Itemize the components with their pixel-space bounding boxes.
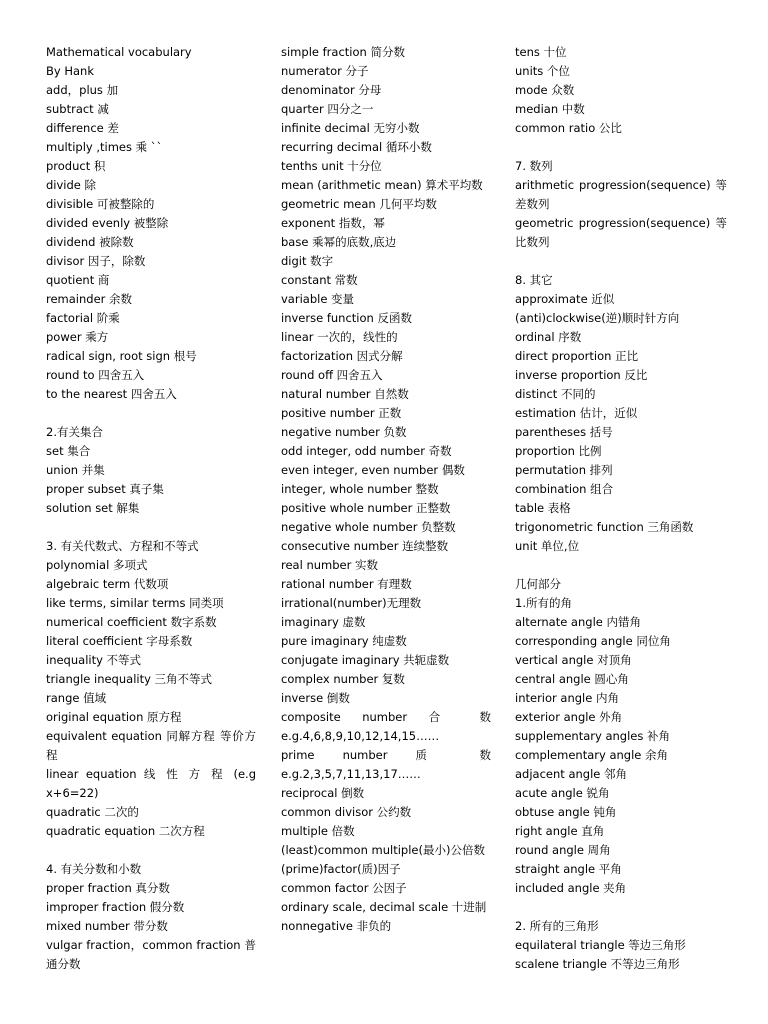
vocabulary-entry: arithmetic progression(sequence) 等差数列 <box>515 178 727 211</box>
vocabulary-entry: original equation 原方程 <box>46 710 182 724</box>
vocabulary-entry: ordinal 序数 <box>515 330 582 344</box>
vocabulary-entry: 2. 所有的三角形 <box>515 919 599 933</box>
vocabulary-entry: factorization 因式分解 <box>281 349 403 363</box>
vocabulary-entry: natural number 自然数 <box>281 387 409 401</box>
blank-line <box>46 404 256 423</box>
vocabulary-entry: combination 组合 <box>515 482 614 496</box>
vocabulary-entry: 几何部分 <box>515 577 561 591</box>
vocabulary-entry: By Hank <box>46 64 94 78</box>
vocabulary-entry: consecutive number 连续整数 <box>281 539 449 553</box>
vocabulary-entry: adjacent angle 邻角 <box>515 767 628 781</box>
vocabulary-entry: mixed number 带分数 <box>46 919 168 933</box>
vocabulary-entry: recurring decimal 循环小数 <box>281 140 432 154</box>
vocabulary-entry: estimation 估计，近似 <box>515 406 638 420</box>
vocabulary-entry: acute angle 锐角 <box>515 786 610 800</box>
vocabulary-entry: real number 实数 <box>281 558 378 572</box>
vocabulary-entry: integer, whole number 整数 <box>281 482 439 496</box>
vocabulary-entry: quarter 四分之一 <box>281 102 374 116</box>
vocabulary-entry: (anti)clockwise(逆)顺时针方向 <box>515 311 680 325</box>
vocabulary-entry: round off 四舍五入 <box>281 368 383 382</box>
vocabulary-entry: quotient 商 <box>46 273 110 287</box>
vocabulary-entry: multiply ,times 乘 `` <box>46 140 163 154</box>
vocabulary-entry: mode 众数 <box>515 83 575 97</box>
vocabulary-entry: numerical coefficient 数字系数 <box>46 615 217 629</box>
vocabulary-entry: base 乘幂的底数,底边 <box>281 235 397 249</box>
vocabulary-entry: 7. 数列 <box>515 159 553 173</box>
vocabulary-entry: (prime)factor(质)因子 <box>281 862 401 876</box>
vocabulary-entry: supplementary angles 补角 <box>515 729 671 743</box>
vocabulary-entry: pure imaginary 纯虚数 <box>281 634 407 648</box>
vocabulary-entry: rational number 有理数 <box>281 577 412 591</box>
vocabulary-entry: inverse proportion 反比 <box>515 368 648 382</box>
vocabulary-entry: vulgar fraction，common fraction 普通分数 <box>46 938 256 971</box>
vocabulary-entry: proper fraction 真分数 <box>46 881 170 895</box>
vocabulary-entry: round angle 周角 <box>515 843 611 857</box>
vocabulary-entry: exponent 指数，幂 <box>281 216 385 230</box>
vocabulary-entry: union 并集 <box>46 463 105 477</box>
vocabulary-entry: scalene triangle 不等边三角形 <box>515 957 680 971</box>
vocabulary-entry: divided evenly 被整除 <box>46 216 169 230</box>
vocabulary-entry: tenths unit 十分位 <box>281 159 382 173</box>
vocabulary-entry: right angle 直角 <box>515 824 605 838</box>
vocabulary-entry: geometric progression(sequence) 等比数列 <box>515 216 727 249</box>
vocabulary-entry: Mathematical vocabulary <box>46 45 192 59</box>
vocabulary-entry: median 中数 <box>515 102 585 116</box>
vocabulary-entry: (least)common multiple(最小)公倍数 <box>281 843 485 857</box>
vocabulary-entry: constant 常数 <box>281 273 358 287</box>
vocabulary-entry: divisible 可被整除的 <box>46 197 155 211</box>
vocabulary-entry: triangle inequality 三角不等式 <box>46 672 213 686</box>
vocabulary-entry: ordinary scale, decimal scale 十进制 <box>281 900 487 914</box>
vocabulary-entry: permutation 排列 <box>515 463 613 477</box>
vocabulary-column-2 <box>281 43 491 936</box>
vocabulary-entry: to the nearest 四舍五入 <box>46 387 177 401</box>
vocabulary-entry: parentheses 括号 <box>515 425 613 439</box>
vocabulary-entry: mean (arithmetic mean) 算术平均数 <box>281 178 483 192</box>
vocabulary-entry: proportion 比例 <box>515 444 602 458</box>
vocabulary-entry: linear 一次的，线性的 <box>281 330 398 344</box>
vocabulary-entry: table 表格 <box>515 501 571 515</box>
vocabulary-entry: common factor 公因子 <box>281 881 407 895</box>
vocabulary-entry: variable 变量 <box>281 292 355 306</box>
vocabulary-entry: solution set 解集 <box>46 501 140 515</box>
vocabulary-entry: infinite decimal 无穷小数 <box>281 121 420 135</box>
vocabulary-entry: units 个位 <box>515 64 570 78</box>
vocabulary-column-3 <box>515 43 727 974</box>
vocabulary-entry: radical sign, root sign 根号 <box>46 349 197 363</box>
blank-line <box>46 518 256 537</box>
vocabulary-entry: imaginary 虚数 <box>281 615 366 629</box>
vocabulary-entry: multiple 倍数 <box>281 824 355 838</box>
vocabulary-entry: algebraic term 代数项 <box>46 577 169 591</box>
vocabulary-entry: 8. 其它 <box>515 273 553 287</box>
vocabulary-column-1 <box>46 43 256 974</box>
vocabulary-entry: common divisor 公约数 <box>281 805 412 819</box>
vocabulary-entry: 2.有关集合 <box>46 425 103 439</box>
vocabulary-entry: composite number 合 数 e.g.4,6,8,9,10,12,14,15…… <box>281 710 491 743</box>
vocabulary-entry: complex number 复数 <box>281 672 405 686</box>
vocabulary-entry: difference 差 <box>46 121 119 135</box>
vocabulary-entry: vertical angle 对顶角 <box>515 653 632 667</box>
vocabulary-entry: distinct 不同的 <box>515 387 596 401</box>
vocabulary-entry: remainder 余数 <box>46 292 133 306</box>
vocabulary-entry: interior angle 内角 <box>515 691 619 705</box>
vocabulary-entry: corresponding angle 同位角 <box>515 634 671 648</box>
vocabulary-entry: common ratio 公比 <box>515 121 622 135</box>
vocabulary-entry: 4. 有关分数和小数 <box>46 862 142 876</box>
blank-line <box>515 556 727 575</box>
vocabulary-entry: odd integer, odd number 奇数 <box>281 444 452 458</box>
vocabulary-entry: simple fraction 简分数 <box>281 45 405 59</box>
vocabulary-entry: power 乘方 <box>46 330 109 344</box>
blank-line <box>515 138 727 157</box>
vocabulary-entry: 3. 有关代数式、方程和不等式 <box>46 539 199 553</box>
vocabulary-entry: digit 数字 <box>281 254 334 268</box>
vocabulary-entry: range 值域 <box>46 691 107 705</box>
vocabulary-entry: proper subset 真子集 <box>46 482 164 496</box>
vocabulary-entry: round to 四舍五入 <box>46 368 145 382</box>
vocabulary-entry: product 积 <box>46 159 106 173</box>
vocabulary-entry: positive whole number 正整数 <box>281 501 451 515</box>
vocabulary-entry: straight angle 平角 <box>515 862 622 876</box>
blank-line <box>515 898 727 917</box>
vocabulary-entry: even integer, even number 偶数 <box>281 463 465 477</box>
vocabulary-entry: divisor 因子，除数 <box>46 254 146 268</box>
vocabulary-entry: literal coefficient 字母系数 <box>46 634 193 648</box>
vocabulary-entry: numerator 分子 <box>281 64 369 78</box>
vocabulary-entry: exterior angle 外角 <box>515 710 623 724</box>
vocabulary-entry: negative whole number 负整数 <box>281 520 456 534</box>
vocabulary-entry: included angle 夹角 <box>515 881 627 895</box>
vocabulary-entry: equilateral triangle 等边三角形 <box>515 938 686 952</box>
vocabulary-entry: negative number 负数 <box>281 425 407 439</box>
vocabulary-entry: quadratic equation 二次方程 <box>46 824 205 838</box>
vocabulary-entry: prime number 质 数 e.g.2,3,5,7,11,13,17…… <box>281 748 491 781</box>
vocabulary-entry: like terms, similar terms 同类项 <box>46 596 224 610</box>
vocabulary-entry: direct proportion 正比 <box>515 349 639 363</box>
vocabulary-entry: 1.所有的角 <box>515 596 572 610</box>
vocabulary-entry: geometric mean 几何平均数 <box>281 197 437 211</box>
vocabulary-entry: dividend 被除数 <box>46 235 134 249</box>
vocabulary-entry: linear equation 线 性 方 程 (e.g x+6=22) <box>46 767 256 800</box>
vocabulary-entry: obtuse angle 钝角 <box>515 805 617 819</box>
vocabulary-entry: denominator 分母 <box>281 83 382 97</box>
vocabulary-entry: reciprocal 倒数 <box>281 786 365 800</box>
vocabulary-entry: improper fraction 假分数 <box>46 900 185 914</box>
vocabulary-entry: set 集合 <box>46 444 91 458</box>
vocabulary-entry: subtract 减 <box>46 102 109 116</box>
vocabulary-entry: factorial 阶乘 <box>46 311 120 325</box>
vocabulary-entry: equivalent equation 同解方程 等价方程 <box>46 729 256 762</box>
vocabulary-entry: alternate angle 内错角 <box>515 615 641 629</box>
vocabulary-entry: unit 单位,位 <box>515 539 580 553</box>
vocabulary-entry: tens 十位 <box>515 45 567 59</box>
vocabulary-entry: complementary angle 余角 <box>515 748 669 762</box>
vocabulary-entry: quadratic 二次的 <box>46 805 139 819</box>
vocabulary-entry: irrational(number)无理数 <box>281 596 422 610</box>
vocabulary-entry: polynomial 多项式 <box>46 558 148 572</box>
vocabulary-entry: inverse 倒数 <box>281 691 350 705</box>
vocabulary-entry: central angle 圆心角 <box>515 672 629 686</box>
vocabulary-entry: approximate 近似 <box>515 292 615 306</box>
vocabulary-entry: conjugate imaginary 共轭虚数 <box>281 653 450 667</box>
blank-line <box>515 252 727 271</box>
vocabulary-entry: positive number 正数 <box>281 406 402 420</box>
vocabulary-entry: inequality 不等式 <box>46 653 142 667</box>
vocabulary-entry: divide 除 <box>46 178 97 192</box>
vocabulary-entry: inverse function 反函数 <box>281 311 412 325</box>
blank-line <box>46 841 256 860</box>
vocabulary-entry: nonnegative 非负的 <box>281 919 392 933</box>
vocabulary-entry: trigonometric function 三角函数 <box>515 520 694 534</box>
vocabulary-entry: add，plus 加 <box>46 83 119 97</box>
